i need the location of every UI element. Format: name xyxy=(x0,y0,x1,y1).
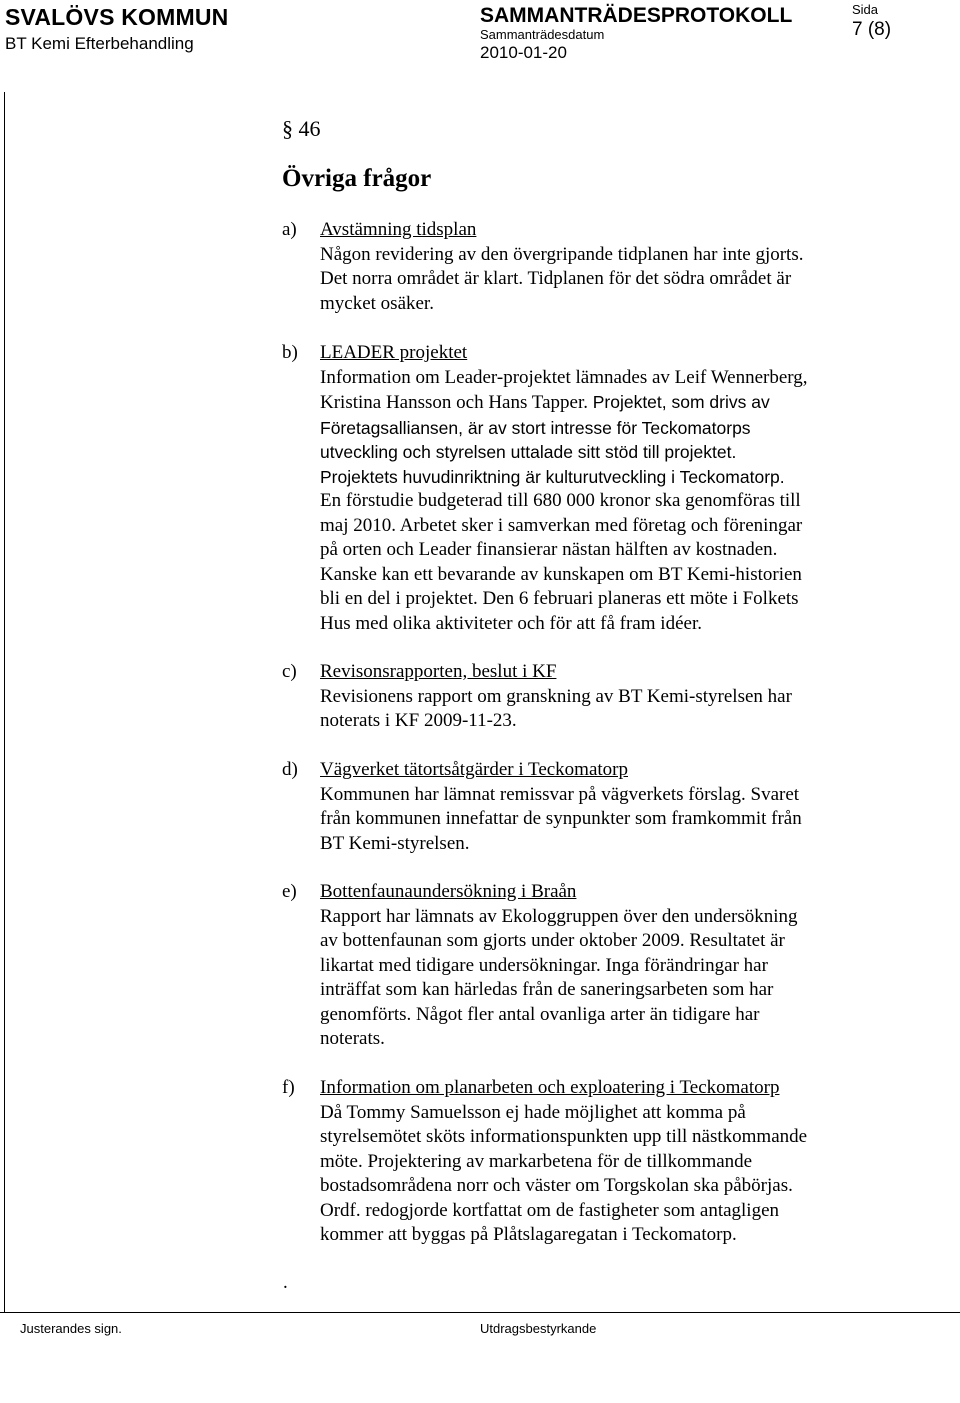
item-label: c) xyxy=(282,661,297,682)
item-label: d) xyxy=(282,759,298,780)
paragraph-number: § 46 xyxy=(282,116,321,141)
item-line: Kanske kan ett bevarande av kunskapen om BT Kemi-historien xyxy=(320,563,802,585)
item-line: Rapport har lämnats av Ekologgruppen över den undersökning xyxy=(320,905,798,927)
item-line: Kristina Hansson och Hans Tapper. xyxy=(320,392,588,413)
meeting-date: 2010-01-20 xyxy=(480,43,567,62)
item-label: a) xyxy=(282,219,297,240)
agenda-item-c xyxy=(282,660,922,734)
item-line: från kommunen innefattar de synpunkter som framkommit från xyxy=(320,808,802,829)
item-label: b) xyxy=(282,342,298,363)
item-line: noterats. xyxy=(320,1028,385,1049)
date-label: Sammanträdesdatum xyxy=(480,27,605,42)
item-line: bli en del i projektet. Den 6 februari planeras ett möte i Folkets xyxy=(320,588,799,609)
agenda-item-e xyxy=(282,880,922,1052)
item-line: på orten och Leader finansierar nästan hälften av kostnaden. xyxy=(320,539,778,560)
item-line: styrelsemötet sköts informationspunkten upp till nästkommande xyxy=(320,1126,808,1147)
item-line: likartat med tidigare undersökningar. Inga förändringar har xyxy=(320,954,768,976)
item-heading: Avstämning tidsplan xyxy=(320,219,477,240)
page-number: 7 (8) xyxy=(852,19,892,40)
item-line: genomförts. Något fler antal ovanliga arter än tidigare har xyxy=(320,1003,760,1025)
item-line: Ordf. redogjorde kortfattat om de fastigheter som antagligen xyxy=(320,1199,780,1221)
item-heading: LEADER projektet xyxy=(320,342,468,363)
section-title: Övriga frågor xyxy=(282,165,432,192)
item-line: Då Tommy Samuelsson ej hade möjlighet att komma på xyxy=(320,1101,746,1123)
item-line: Hus med olika aktiviteter och för att få fram idéer. xyxy=(320,612,702,634)
item-line: av bottenfaunan som gjorts under oktober 2009. Resultatet är xyxy=(320,930,785,951)
item-line: Det norra området är klart. Tidplanen för det södra området är xyxy=(320,268,792,289)
item-heading: Vägverket tätortsåtgärder i Teckomatorp xyxy=(320,759,628,780)
item-heading: Revisonsrapporten, beslut i KF xyxy=(320,661,557,682)
municipality-name: SVALÖVS KOMMUN xyxy=(5,4,229,30)
item-line: inträffat som kan härledas från de saneringsarbeten som har xyxy=(320,979,774,1000)
item-line: Projektets huvudinriktning är kulturutveckling i Teckomatorp. xyxy=(320,466,785,487)
document-type: SAMMANTRÄDESPROTOKOLL xyxy=(480,4,793,27)
item-line: Någon revidering av den övergripande tidplanen har inte gjorts. xyxy=(320,243,804,265)
item-line: utveckling och styrelsen uttalade sitt stöd till projektet. xyxy=(320,442,737,462)
item-line: BT Kemi-styrelsen. xyxy=(320,832,470,854)
item-line: Information om Leader-projektet lämnades av Leif Wennerberg, xyxy=(320,366,808,388)
agenda-item-f xyxy=(282,1076,922,1248)
item-line: mycket osäker. xyxy=(320,292,434,314)
agenda-item-d xyxy=(282,758,922,856)
agenda-item-b xyxy=(282,341,922,636)
item-line: Kommunen har lämnat remissvar på vägverkets förslag. Svaret xyxy=(320,783,800,805)
item-heading: Information om planarbeten och exploatering i Teckomatorp xyxy=(320,1077,780,1098)
item-line: En förstudie budgeterad till 680 000 kronor ska genomföras till xyxy=(320,490,801,511)
trailing-dot: . xyxy=(283,1272,288,1293)
item-label: f) xyxy=(282,1077,295,1098)
item-line: noterats i KF 2009-11-23. xyxy=(320,710,517,731)
item-line: möte. Projektering av markarbetena för de tillkommande xyxy=(320,1150,753,1172)
page-label: Sida xyxy=(852,2,879,17)
item-line: bostadsområdena norr och väster om Torgskolan ska påbörjas. xyxy=(320,1175,793,1196)
agenda-item-a xyxy=(282,218,922,316)
committee-name: BT Kemi Efterbehandling xyxy=(5,34,194,53)
justerandes-signature-label: Justerandes sign. xyxy=(20,1321,122,1336)
item-line: Projektet, som drivs av xyxy=(592,392,770,412)
item-line: maj 2010. Arbetet sker i samverkan med företag och föreningar xyxy=(320,514,803,536)
item-line: kommer att byggas på Plåtslagaregatan i Teckomatorp. xyxy=(320,1224,737,1245)
item-line: Företagsalliansen, är av stort intresse för Teckomatorps xyxy=(320,417,751,438)
item-label: e) xyxy=(282,881,297,902)
left-margin-rule xyxy=(4,92,5,1312)
item-heading: Bottenfaunaundersökning i Braån xyxy=(320,881,577,902)
item-line: Revisionens rapport om granskning av BT Kemi-styrelsen har xyxy=(320,685,792,707)
utdragsbestyrkande-label: Utdragsbestyrkande xyxy=(480,1321,597,1336)
footer-rule xyxy=(0,1312,960,1313)
